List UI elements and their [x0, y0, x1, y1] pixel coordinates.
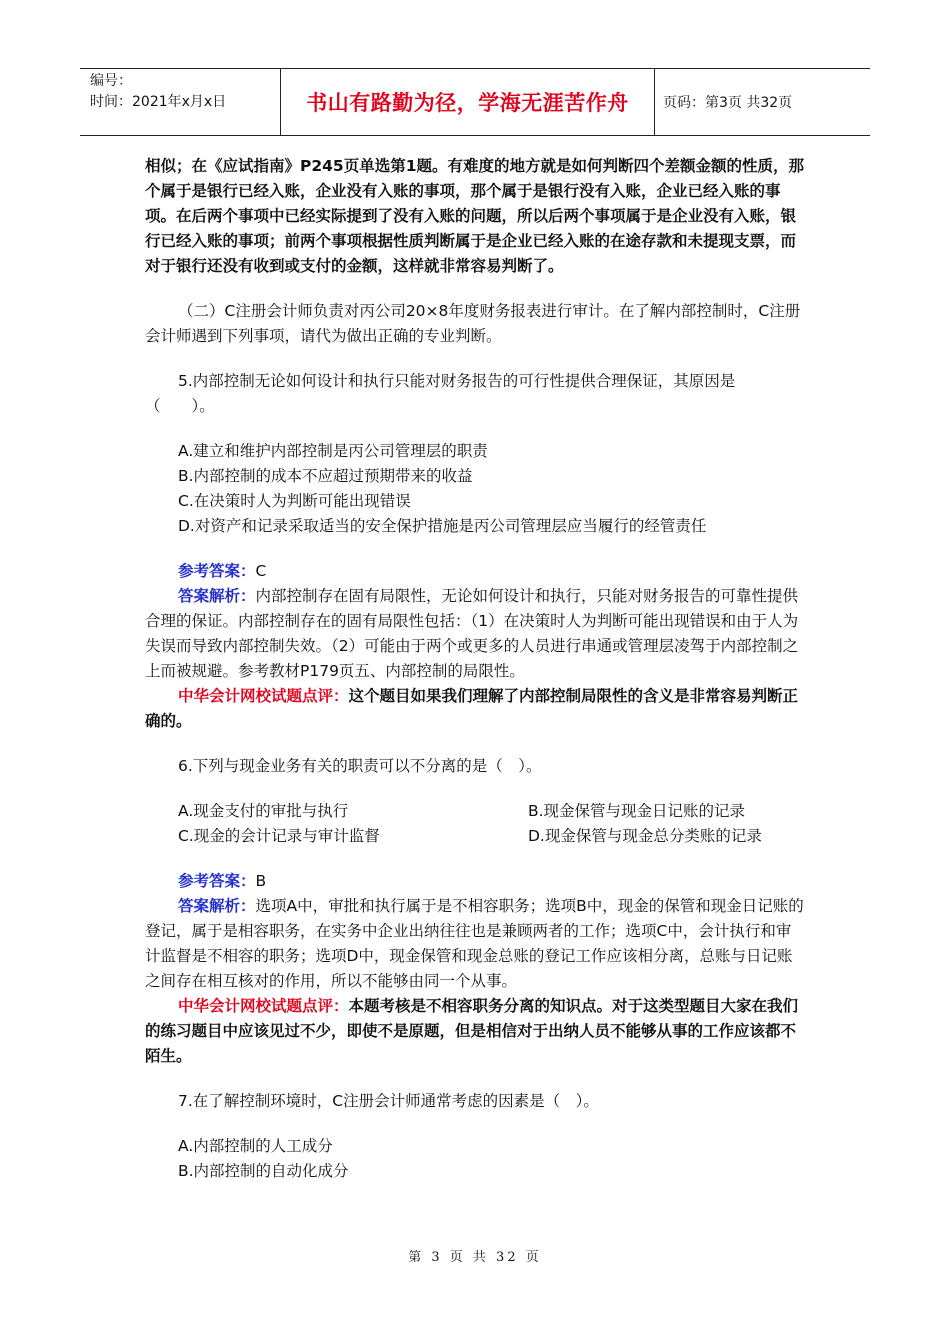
header-motto: 书山有路勤为径，学海无涯苦作舟 — [281, 69, 655, 135]
q5-option-b: B.内部控制的成本不应超过预期带来的收益 — [178, 467, 473, 485]
comment-label: 中华会计网校试题点评： — [178, 687, 349, 705]
q5-option-c: C.在决策时人为判断可能出现错误 — [178, 492, 411, 510]
q6-comment-text: 本题考核是不相容职务分离的知识点。对于这类型题目大家在我们的练习题目中应该见过不少，即使不是原题，但是相信对于出纳人员不能够从事的工作应该都不陌生。 — [145, 997, 799, 1065]
analysis-label: 答案解析： — [178, 897, 256, 915]
q6-question: 6.下列与现金业务有关的职责可以不分离的是（ ）。 — [178, 757, 542, 775]
q5-option-a: A.建立和维护内部控制是丙公司管理层的职责 — [178, 442, 488, 460]
page-header — [80, 68, 870, 136]
time-label: 时间：2021年x月x日 — [90, 94, 227, 110]
q6-comment — [145, 994, 805, 1069]
q6-option-a: A.现金支付的审批与执行 — [178, 802, 349, 820]
q5-question: 5.内部控制无论如何设计和执行只能对财务报告的可行性提供合理保证，其原因是（ ）。 — [145, 372, 736, 415]
q6-option-d: D.现金保管与现金总分类账的记录 — [528, 827, 762, 845]
q5-comment-text: 这个题目如果我们理解了内部控制局限性的含义是非常容易判断正确的。 — [145, 687, 799, 730]
q6-options-row-2 — [145, 824, 805, 849]
header-meta — [80, 69, 281, 135]
answer-label: 参考答案： — [178, 872, 256, 890]
serial-label: 编号： — [90, 73, 132, 89]
document-body — [145, 154, 805, 1184]
q6-analysis — [145, 894, 805, 994]
answer-label: 参考答案： — [178, 562, 256, 580]
q6-answer — [145, 869, 805, 894]
q6-answer-value: B — [255, 872, 267, 890]
q5-option-d: D.对资产和记录采取适当的安全保护措施是丙公司管理层应当履行的经管责任 — [178, 517, 707, 535]
q5-comment — [145, 684, 805, 734]
q6-analysis-text: 选项A中，审批和执行属于是不相容职务；选项B中，现金的保管和现金日记账的登记，属于是相容职务，在实务中企业出纳往往也是兼顾两者的工作；选项C中，会计执行和审计监督是不相容的职务；选项D中，现金保管和现金总账的登记工作应该相分离，总账与日记账之间存在相互核对的作用，所以不能够由同一个从事。 — [145, 897, 804, 990]
q6-option-b: B.现金保管与现金日记账的记录 — [528, 802, 746, 820]
page-footer: 第 3 页 共 32 页 — [408, 1250, 542, 1265]
q7-question: 7.在了解控制环境时，C注册会计师通常考虑的因素是（ ）。 — [178, 1092, 599, 1110]
q6-options-row-1 — [145, 799, 805, 824]
q5-analysis — [145, 584, 805, 684]
q5-analysis-text: 内部控制存在固有局限性，无论如何设计和执行，只能对财务报告的可靠性提供合理的保证。内部控制存在的固有局限性包括：（1）在决策时人为判断可能出现错误和由于人为失误而导致内部控制失效。（2）可能由于两个或更多的人员进行串通或管理层凌驾于内部控制之上而被规避。参考教材P179页五、内部控制的局限性。 — [145, 587, 799, 680]
q5-answer — [145, 559, 805, 584]
intro-comment: 相似；在《应试指南》P245页单选第1题。有难度的地方就是如何判断四个差额金额的性质，那个属于是银行已经入账，企业没有入账的事项，那个属于是银行没有入账，企业已经入账的事项。在后两个事项中已经实际提到了没有入账的问题，所以后两个事项属于是企业没有入账，银行已经入账的事项；前两个事项根据性质判断属于是企业已经入账的在途存款和未提现支票，而对于银行还没有收到或支付的金额，这样就非常容易判断了。 — [145, 157, 805, 275]
q7-option-b: B.内部控制的自动化成分 — [178, 1162, 349, 1180]
header-page-info: 页码：第3页 共32页 — [663, 95, 793, 111]
q5-answer-value: C — [255, 562, 267, 580]
section-intro: （二）C注册会计师负责对丙公司20×8年度财务报表进行审计。在了解内部控制时，C注册会计师遇到下列事项，请代为做出正确的专业判断。 — [145, 302, 801, 345]
comment-label: 中华会计网校试题点评： — [178, 997, 349, 1015]
analysis-label: 答案解析： — [178, 587, 256, 605]
q6-option-c: C.现金的会计记录与审计监督 — [178, 827, 380, 845]
q7-option-a: A.内部控制的人工成分 — [178, 1137, 333, 1155]
